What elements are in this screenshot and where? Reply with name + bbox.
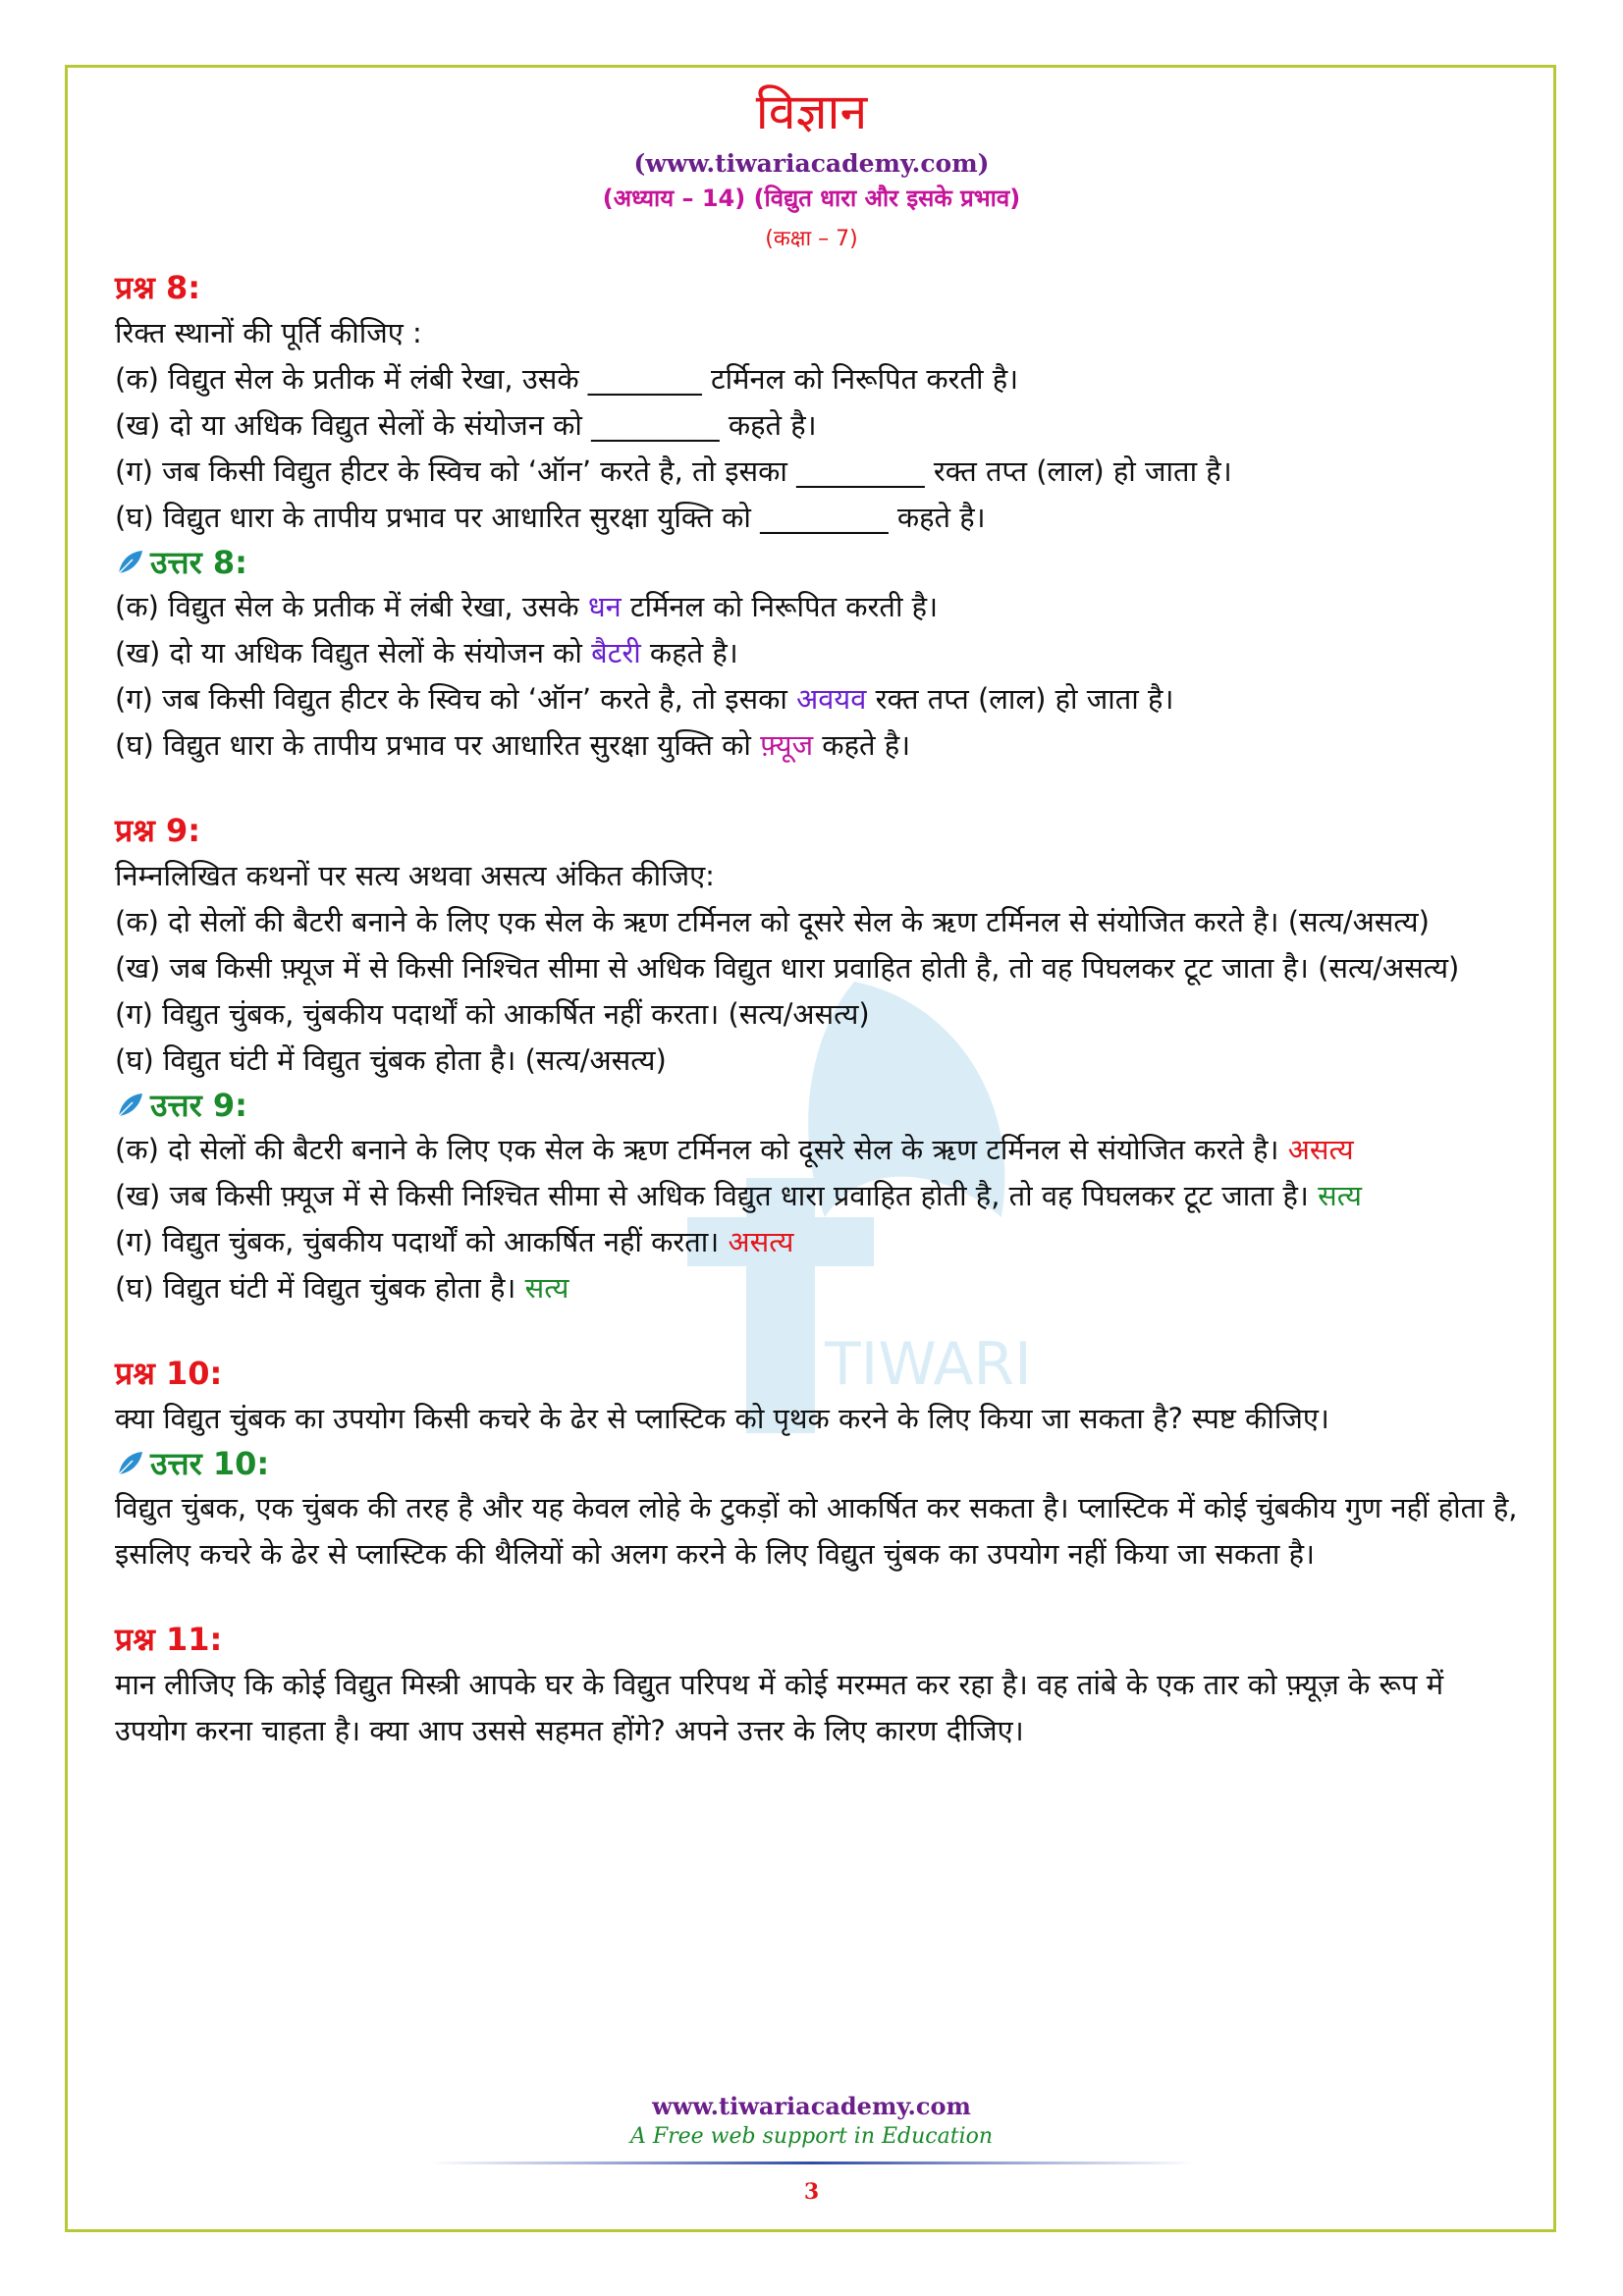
class-label: (कक्षा – 7) <box>765 227 858 251</box>
svg-text:TIWARI: TIWARI <box>825 1330 1032 1399</box>
page-title: विज्ञान <box>755 83 868 140</box>
answer-8-item: (ख) दो या अधिक विद्युत सेलों के संयोजन को बैटरी कहते है। <box>115 636 738 669</box>
question-11-text: मान लीजिए कि कोई विद्युत मिस्त्री आपके घर के विद्युत परिपथ में कोई मरम्मत कर रहा है। वह तांबे के एक तार को फ़्यूज़ के रूप में उपयोग करना चाहता है। क्या आप उससे सहमत होंगे? अपने उत्तर के लिए कारण दीजिए। <box>115 1668 1444 1747</box>
footer-url[interactable]: www.tiwariacademy.com <box>652 2092 971 2120</box>
question-8-intro: रिक्त स्थानों की पूर्ति कीजिए : <box>115 316 422 349</box>
question-8-item: (ख) दो या अधिक विद्युत सेलों के संयोजन को _________ कहते है। <box>115 408 817 442</box>
answer-verdict: सत्य <box>1318 1179 1362 1212</box>
answer-9-item: (घ) विद्युत घंटी में विद्युत चुंबक होता है। सत्य <box>115 1271 569 1305</box>
question-10-text: क्या विद्युत चुंबक का उपयोग किसी कचरे के ढेर से प्लास्टिक को पृथक करने के लिए किया जा सकता है? स्पष्ट कीजिए। <box>115 1402 1329 1435</box>
question-9-item: (ग) विद्युत चुंबक, चुंबकीय पदार्थों को आकर्षित नहीं करता। (सत्य/असत्य) <box>115 997 870 1031</box>
page-number: 3 <box>803 2179 820 2205</box>
question-9-heading: प्रश्न 9: <box>115 812 201 849</box>
footer-divider <box>429 2162 1195 2164</box>
answer-8-heading: उत्तर 8: <box>115 541 1521 584</box>
answer-verdict: सत्य <box>524 1271 569 1305</box>
answer-9-item: (क) दो सेलों की बैटरी बनाने के लिए एक सेल के ऋण टर्मिनल को दूसरे सेल के ऋण टर्मिनल से संयोजित करते है। असत्य <box>115 1133 1354 1166</box>
answer-value: बैटरी <box>591 636 641 669</box>
answer-10-text: विद्युत चुंबक, एक चुंबक की तरह है और यह केवल लोहे के टुकड़ों को आकर्षित कर सकता है। प्लास्टिक में कोई चुंबकीय गुण नहीं होता है, इसलिए कचरे के ढेर से प्लास्टिक की थैलियों को अलग करने के लिए विद्युत चुंबक का उपयोग नहीं किया जा सकता है। <box>115 1491 1518 1571</box>
leaf-pen-icon <box>115 1449 144 1478</box>
answer-10-heading: उत्तर 10: <box>115 1442 1521 1485</box>
question-9-item: (क) दो सेलों की बैटरी बनाने के लिए एक सेल के ऋण टर्मिनल को दूसरे सेल के ऋण टर्मिनल से संयोजित करते है। (सत्य/असत्य) <box>115 905 1430 938</box>
answer-value: धन <box>587 590 622 623</box>
question-9-item: (ख) जब किसी फ़्यूज में से किसी निश्चित सीमा से अधिक विद्युत धारा प्रवाहित होती है, तो वह पिघलकर टूट जाता है। (सत्य/असत्य) <box>115 951 1460 985</box>
question-8-item: (घ) विद्युत धारा के तापीय प्रभाव पर आधारित सुरक्षा युक्ति को _________ कहते है। <box>115 501 986 534</box>
question-10-heading: प्रश्न 10: <box>115 1355 223 1392</box>
answer-9-item: (ग) विद्युत चुंबक, चुंबकीय पदार्थों को आकर्षित नहीं करता। असत्य <box>115 1225 794 1258</box>
question-8-heading: प्रश्न 8: <box>115 269 201 306</box>
leaf-pen-icon <box>115 1091 144 1120</box>
question-9-item: (घ) विद्युत घंटी में विद्युत चुंबक होता है। (सत्य/असत्य) <box>115 1043 667 1077</box>
answer-8-item: (क) विद्युत सेल के प्रतीक में लंबी रेखा, उसके धन टर्मिनल को निरूपित करती है। <box>115 590 939 623</box>
answer-value: फ़्यूज <box>760 728 814 762</box>
answer-value: अवयव <box>796 682 867 716</box>
header-url: (www.tiwariacademy.com) <box>633 149 990 178</box>
content <box>115 265 1521 1754</box>
answer-verdict: असत्य <box>1287 1133 1354 1166</box>
question-8-item: (ग) जब किसी विद्युत हीटर के स्विच को ‘ऑन’ करते है, तो इसका _________ रक्त तप्त (लाल) हो जाता है। <box>115 454 1232 488</box>
answer-9-item: (ख) जब किसी फ़्यूज में से किसी निश्चित सीमा से अधिक विद्युत धारा प्रवाहित होती है, तो वह पिघलकर टूट जाता है। सत्य <box>115 1179 1362 1212</box>
chapter-title: (अध्याय – 14) (विद्युत धारा और इसके प्रभाव) <box>602 185 1021 212</box>
question-9-intro: निम्नलिखित कथनों पर सत्य अथवा असत्य अंकित कीजिए: <box>115 859 715 892</box>
question-11-heading: प्रश्न 11: <box>115 1621 223 1658</box>
footer-tagline: A Free web support in Education <box>629 2124 994 2149</box>
answer-8-item: (घ) विद्युत धारा के तापीय प्रभाव पर आधारित सुरक्षा युक्ति को फ़्यूज कहते है। <box>115 728 911 762</box>
answer-9-heading: उत्तर 9: <box>115 1084 1521 1127</box>
answer-verdict: असत्य <box>728 1225 794 1258</box>
answer-8-item: (ग) जब किसी विद्युत हीटर के स्विच को ‘ऑन’ करते है, तो इसका अवयव रक्त तप्त (लाल) हो जाता है। <box>115 682 1174 716</box>
question-8-item: (क) विद्युत सेल के प्रतीक में लंबी रेखा, उसके ________ टर्मिनल को निरूपित करती है। <box>115 362 1019 396</box>
leaf-pen-icon <box>115 548 144 577</box>
